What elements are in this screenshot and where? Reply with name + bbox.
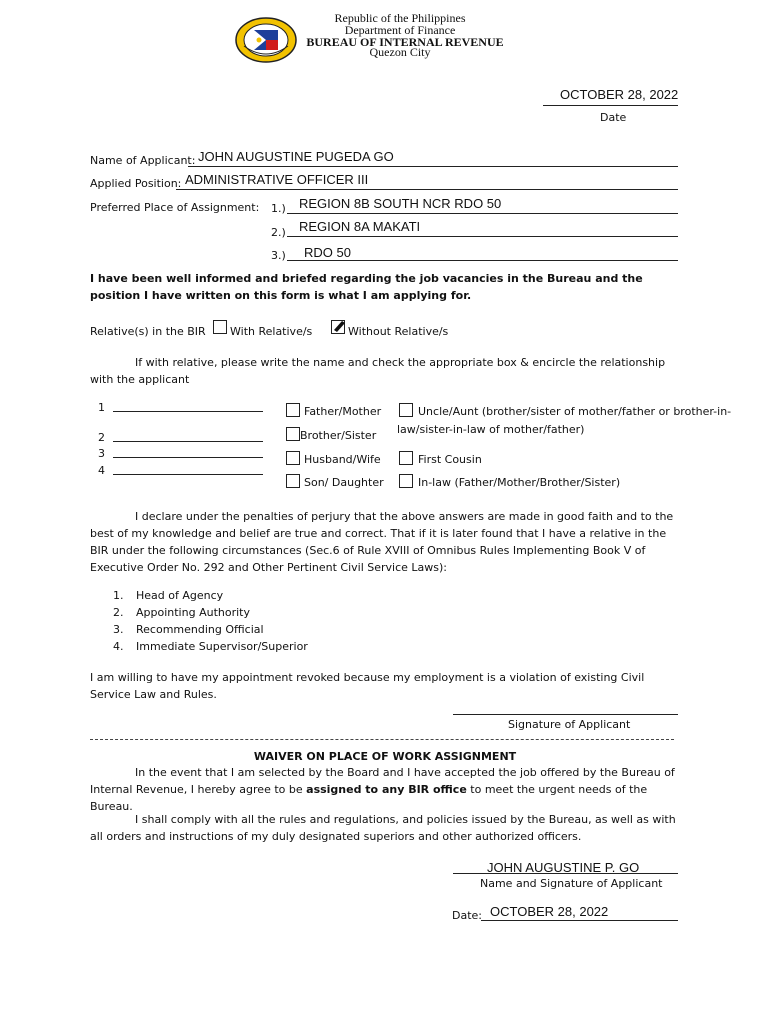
- first-cousin-checkbox[interactable]: [399, 451, 413, 465]
- circumstance-text-3: Recommending Official: [136, 623, 264, 636]
- uncle-aunt-label-line2: law/sister-in-law of mother/father): [397, 423, 585, 436]
- applicant-name-line: [188, 166, 678, 167]
- waiver-p1-before: In the event that I am selected by the Board and I have accepted the job offered by the Bureau of Internal Revenue, I hereby agree to be: [90, 766, 675, 796]
- relatives-label: Relative(s) in the BIR: [90, 325, 206, 338]
- signature-label: Signature of Applicant: [508, 718, 631, 731]
- preferred-num-2: 2.): [271, 226, 286, 239]
- circumstance-num-4: 4.: [113, 640, 124, 653]
- father-mother-checkbox[interactable]: [286, 403, 300, 417]
- informed-statement: I have been well informed and briefed regarding the job vacancies in the Bureau and the position I have written on this form is what I am applying for.: [90, 272, 643, 302]
- applied-position-label: Applied Position:: [90, 177, 182, 190]
- waiver-name-label: Name and Signature of Applicant: [480, 877, 663, 890]
- with-relative-label: With Relative/s: [230, 325, 313, 338]
- applied-position-value[interactable]: ADMINISTRATIVE OFFICER III: [185, 172, 369, 187]
- waiver-p1-after: to meet the urgent needs of the Bureau.: [90, 783, 648, 813]
- preferred-line-2: [287, 236, 678, 237]
- separator-dashed-line: [90, 739, 674, 740]
- preferred-value-1[interactable]: REGION 8B SOUTH NCR RDO 50: [299, 196, 502, 211]
- circumstance-text-4: Immediate Supervisor/Superior: [136, 640, 308, 653]
- bir-seal-icon: [234, 16, 298, 64]
- son-daughter-checkbox[interactable]: [286, 474, 300, 488]
- waiver-paragraph-1: [90, 764, 680, 815]
- relative-line-1[interactable]: [113, 411, 263, 412]
- preferred-place-label: Preferred Place of Assignment:: [90, 201, 260, 214]
- circumstance-text-2: Appointing Authority: [136, 606, 250, 619]
- preferred-num-1: 1.): [271, 202, 286, 215]
- revocation-paragraph: I am willing to have my appointment revoked because my employment is a violation of existing Civil Service Law and Rules.: [90, 671, 645, 701]
- header-bureau: BUREAU OF INTERNAL REVENUE: [306, 35, 504, 49]
- applied-position-line: [176, 189, 678, 190]
- circumstance-num-2: 2.: [113, 606, 124, 619]
- preferred-value-2[interactable]: REGION 8A MAKATI: [299, 219, 421, 234]
- husband-wife-label: Husband/Wife: [304, 453, 381, 466]
- brother-sister-label: Brother/Sister: [300, 429, 377, 442]
- applicant-name-label: Name of Applicant:: [90, 154, 196, 167]
- husband-wife-checkbox[interactable]: [286, 451, 300, 465]
- brother-sister-checkbox[interactable]: [286, 427, 300, 441]
- header-city: Quezon City: [369, 45, 431, 59]
- date-value[interactable]: OCTOBER 28, 2022: [560, 87, 679, 102]
- waiver-name-value[interactable]: JOHN AUGUSTINE P. GO: [487, 860, 640, 875]
- waiver-title: WAIVER ON PLACE OF WORK ASSIGNMENT: [253, 750, 517, 763]
- relative-num-3: 3: [98, 447, 105, 460]
- relative-line-3[interactable]: [113, 457, 263, 458]
- waiver-name-line: [453, 873, 678, 874]
- waiver-date-line: [481, 920, 678, 921]
- declaration-paragraph: I declare under the penalties of perjury that the above answers are made in good faith and to the best of my knowledge and belief are true and correct. That if it is later found that I have a relative in the BIR under the following circumstances (Sec.6 of Rule XVIII of Omnibus Rules Implementing Book V of Executive Order No. 292 and Other Pertinent Civil Service Laws):: [90, 510, 674, 574]
- relative-line-4[interactable]: [113, 474, 263, 475]
- with-relative-checkbox[interactable]: [213, 320, 227, 334]
- if-relative-instruction: If with relative, please write the name and check the appropriate box & encircle the relationship with the applicant: [90, 356, 666, 386]
- uncle-aunt-label-line1: Uncle/Aunt (brother/sister of mother/father or brother-in-: [418, 405, 732, 418]
- signature-line[interactable]: [453, 714, 678, 715]
- waiver-date-value[interactable]: OCTOBER 28, 2022: [490, 904, 609, 919]
- uncle-aunt-checkbox[interactable]: [399, 403, 413, 417]
- applicant-name-value[interactable]: JOHN AUGUSTINE PUGEDA GO: [198, 149, 394, 164]
- in-law-checkbox[interactable]: [399, 474, 413, 488]
- waiver-date-label: Date:: [452, 909, 482, 922]
- son-daughter-label: Son/ Daughter: [304, 476, 384, 489]
- date-label: Date: [600, 111, 627, 124]
- pen-check-icon: [332, 319, 346, 333]
- father-mother-label: Father/Mother: [304, 405, 382, 418]
- without-relative-checkbox[interactable]: [331, 320, 345, 334]
- waiver-paragraph-2: I shall comply with all the rules and regulations, and policies issued by the Bureau, as well as with all orders and instructions of my duly designated superiors and other authorized officers.: [90, 813, 676, 843]
- preferred-value-3[interactable]: RDO 50: [304, 245, 351, 260]
- in-law-label: In-law (Father/Mother/Brother/Sister): [418, 476, 621, 489]
- without-relative-label: Without Relative/s: [348, 325, 449, 338]
- circumstance-text-1: Head of Agency: [136, 589, 224, 602]
- preferred-num-3: 3.): [271, 249, 286, 262]
- preferred-line-3: [287, 260, 678, 261]
- circumstance-num-1: 1.: [113, 589, 124, 602]
- header-republic: Republic of the Philippines: [334, 11, 466, 25]
- first-cousin-label: First Cousin: [418, 453, 482, 466]
- relative-num-1: 1: [98, 401, 105, 414]
- circumstance-num-3: 3.: [113, 623, 124, 636]
- relative-line-2[interactable]: [113, 441, 263, 442]
- date-line: [543, 105, 678, 106]
- waiver-p1-bold: assigned to any BIR office: [306, 783, 467, 796]
- preferred-line-1: [287, 213, 678, 214]
- bir-seal: [234, 16, 298, 64]
- relative-num-2: 2: [98, 431, 105, 444]
- relative-num-4: 4: [98, 464, 105, 477]
- header-department: Department of Finance: [344, 23, 456, 37]
